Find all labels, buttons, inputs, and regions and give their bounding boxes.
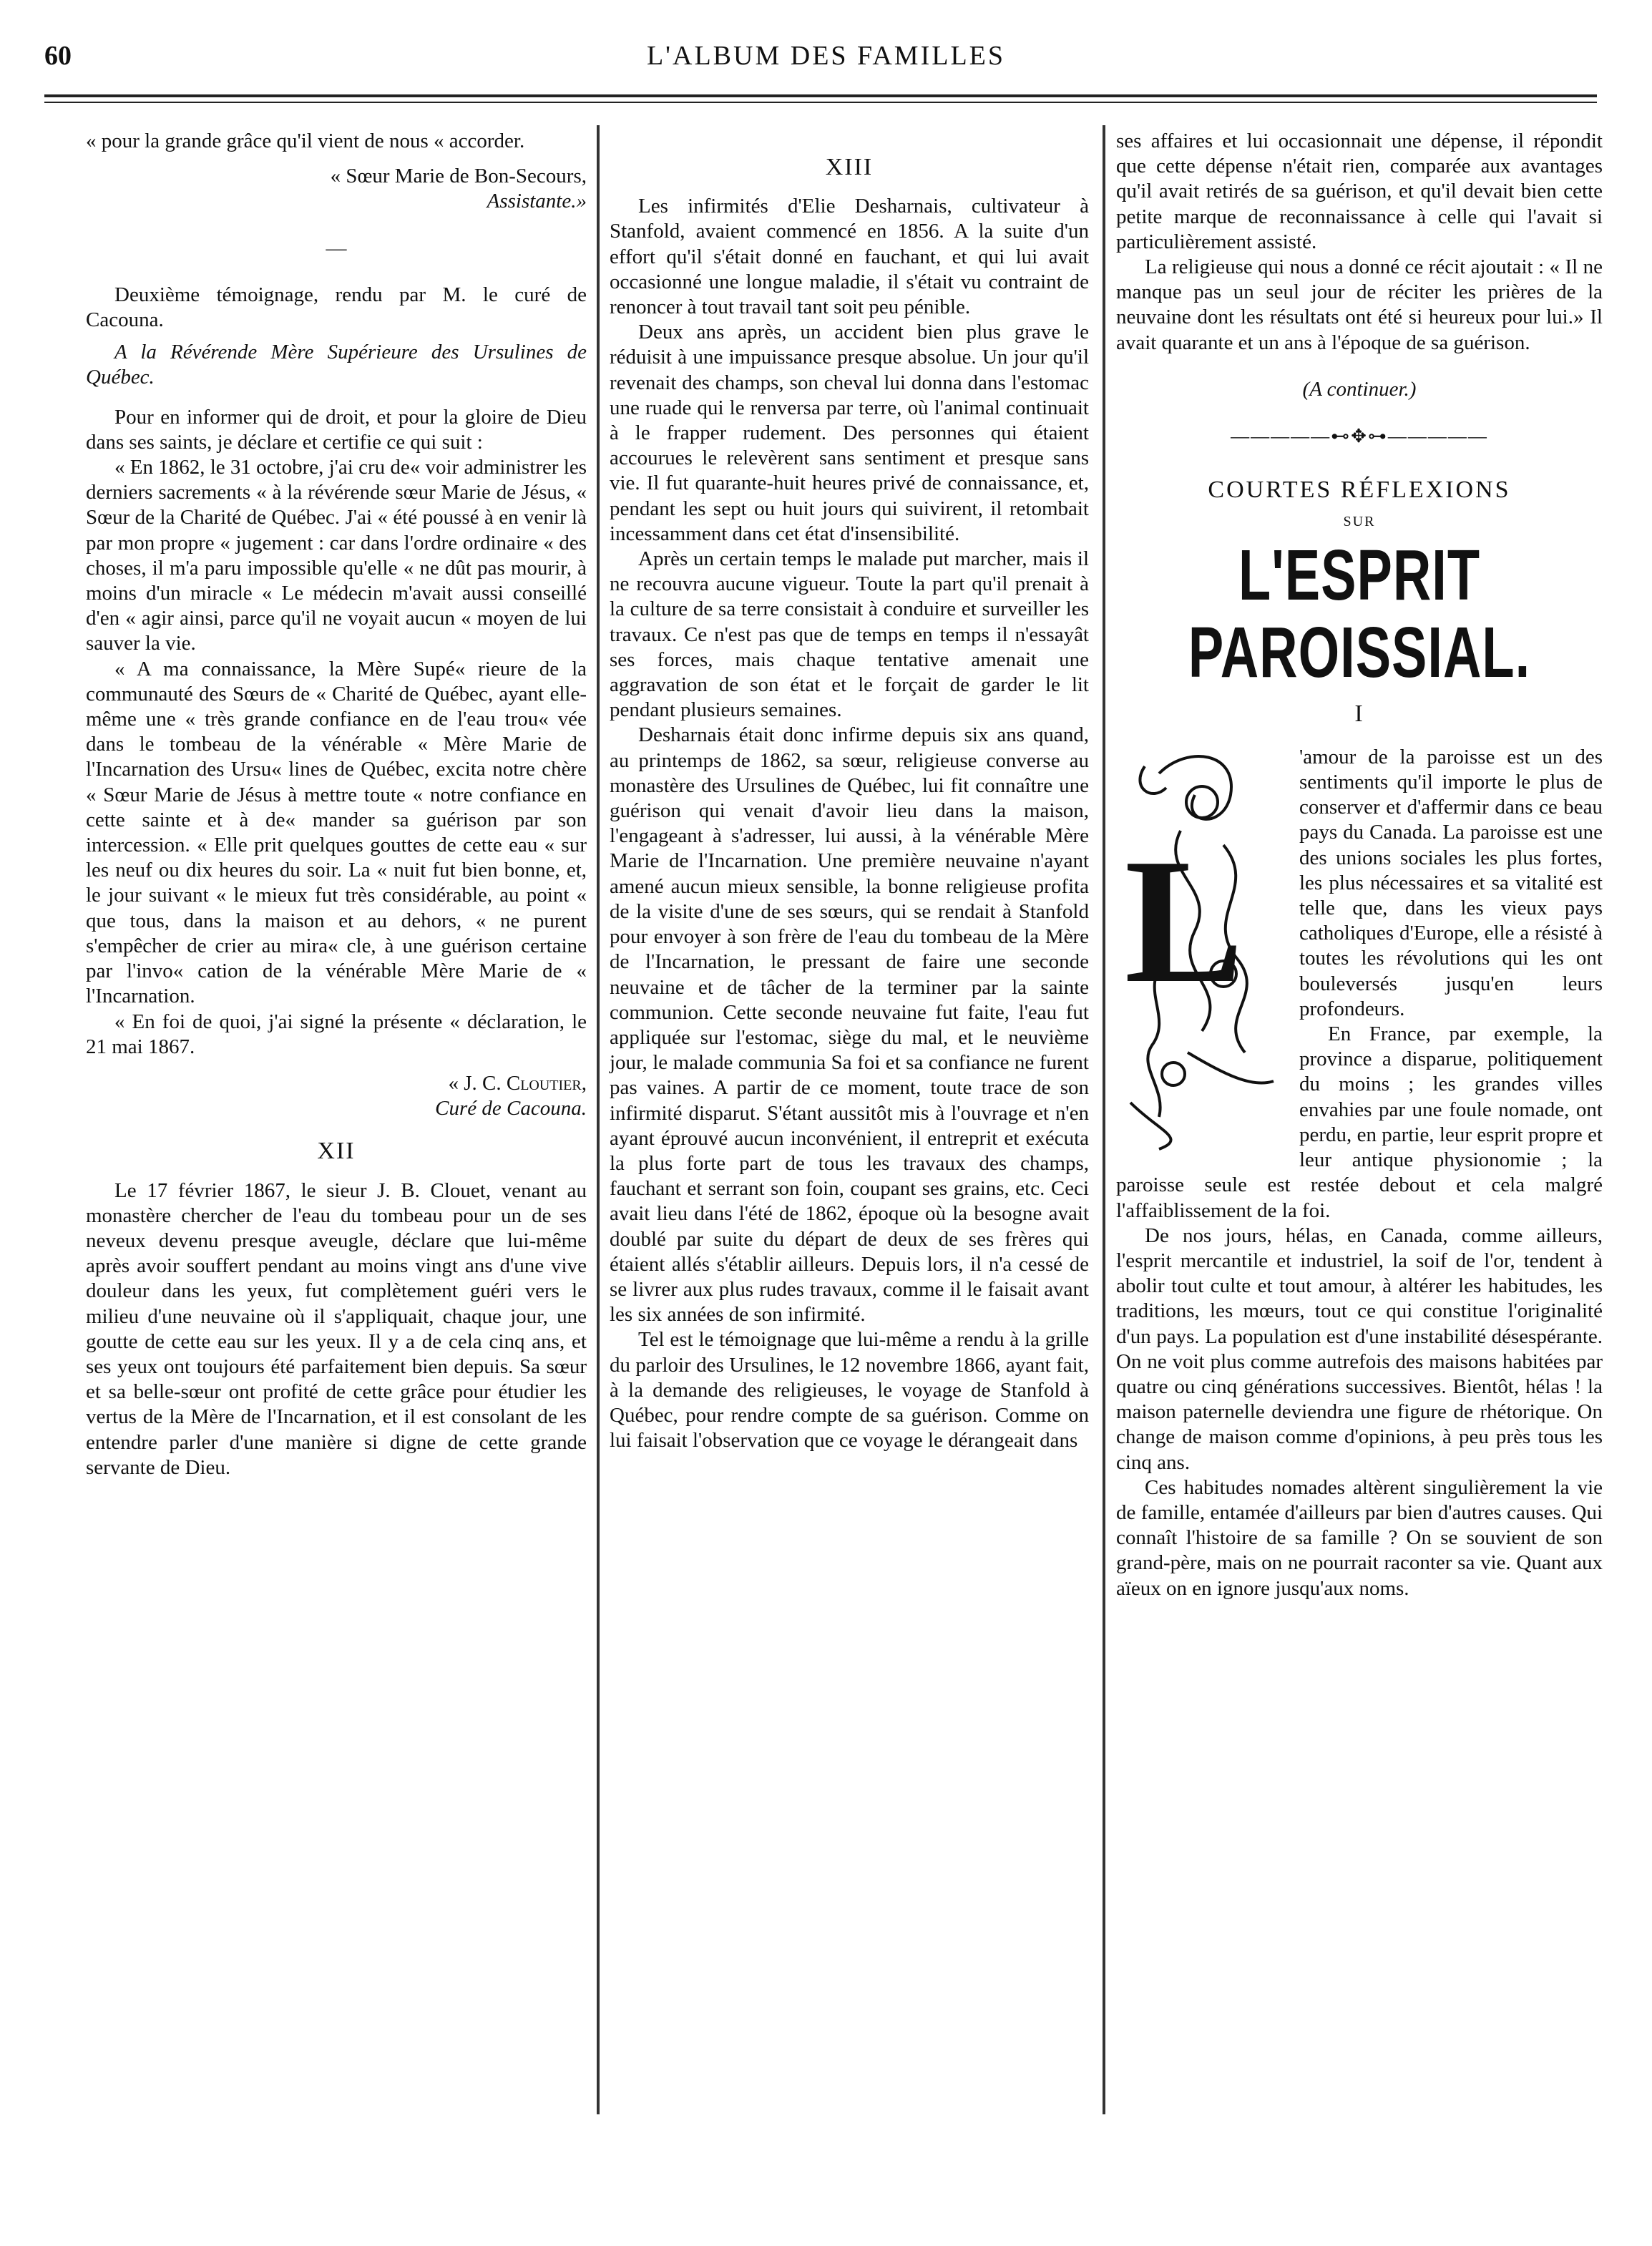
- paragraph: Ces habitudes nomades altèrent singulièrement la vie de famille, entamée d'ailleurs par bien d'autres causes. Qui connaît l'histoire de sa famille ? On se souvient de son grand-père, mais on ne pourrait raconter sa vie. Quant aux aïeux on en ignore jusqu'aux noms.: [1116, 1475, 1603, 1600]
- article-subheading: SUR: [1343, 514, 1376, 530]
- paragraph: De nos jours, hélas, en Canada, comme ailleurs, l'esprit mercantile et industriel, la soif de l'or, tendent à abolir tout culte et tout amour, à altérer les habitudes, les traditions, les mœurs, tout ce qui constitue l'originalité d'un pays. La population est d'une instabilité désespérante. On ne voit plus comme autrefois des maisons habitées par quatre ou cinq générations successives. Bientôt, hélas ! la maison paternelle deviendra une figure de rhétorique. On change de maison comme d'opinions, à peu près tous les cinq ans.: [1116, 1224, 1603, 1474]
- paragraph: Le 17 février 1867, le sieur J. B. Clouet, venant au monastère chercher de l'eau du tombeau pour un de ses neveux devenu presque aveugle, déclare que lui-même après avoir souffert pendant au moins vingt ans d'une vive douleur dans les yeux, fut complètement guéri vers le milieu d'une neuvaine où il s'appliquait, chaque jour, une goutte de cette eau sur les yeux. Il y a de cela cinq ans, et ses yeux ont toujours été parfaitement bien depuis. Sa sœur et sa belle-sœur ont profité de cette grâce pour étudier les vertus de la Mère de l'Incarnation, et il est consolant de les entendre parler d'une manière si digne de cette grande servante de Dieu.: [86, 1178, 587, 1479]
- paragraph: La religieuse qui nous a donné ce récit ajoutait : « Il ne manque pas un seul jour de réciter les prières de la neuvaine dont les résultats ont été si heureux pour lui.» Il avait quarante et un ans à l'époque de sa guérison.: [1116, 255, 1603, 354]
- paragraph: 'amour de la paroisse est un des sentiments qu'il importe le plus de conserver et d'affermir dans ce beau pays du Canada. La paroisse est une des unions sociales les plus fortes, les plus nécessaires et sa vitalité est telle que, dans les vieux pays catholiques d'Europe, elle a résisté à toutes les révolutions qui les ont bouleversés jusqu'en leurs profondeurs.: [1299, 745, 1603, 1020]
- page-number: 60: [44, 41, 72, 71]
- address-line: A la Révérende Mère Supérieure des Ursulines de Québec.: [86, 341, 587, 389]
- section-number: I: [1354, 700, 1364, 727]
- paragraph: « A ma connaissance, la Mère Supé« rieure de la communauté des Sœurs de « Charité de Québec, ayant elle-même une « très grande confiance en de l'eau trou« vée dans le tombeau de la vénérable « Mère Marie de l'Incarnation des Ursu« lines de Québec, excita notre chère « Sœur Marie de Jésus à mettre toute « notre confiance en cette sainte et à de« mander sa guérison par son intercession. « Elle prit quelques gouttes de cette eau « sur les neuf ou dix heures du soir. La « nuit fut bien bonne, et, le jour suivant « le mieux fut très considérable, au point « que tous, dans la maison et au dehors, « ne purent s'empêcher de crier au mira« cle, à une guérison certaine par l'invo« cation de la vénérable Mère Marie de « l'Incarnation.: [86, 657, 587, 1008]
- paragraph: Après un certain temps le malade put marcher, mais il ne recouvra aucune vigueur. Toute la part qu'il prenait à la culture de sa terre consistait à conduire et surveiller les travaux. Ce n'est pas que de temps en temps il n'essayât ses forces, mais chaque tentative amenait une aggravation de son état et le forçait de garder le lit pendant plusieurs semaines.: [610, 547, 1089, 722]
- paragraph: En France, par exemple, la province a disparue, politiquement du moins ; les grandes villes envahies par une foule nomade, ont perdu, en partie, leur esprit propre et leur antique physionomie ; la paroisse seule est restée debout et cela malgré l'affaiblissement de la foi.: [1116, 1022, 1603, 1222]
- article-heading: COURTES RÉFLEXIONS: [1208, 477, 1511, 504]
- paragraph: « En foi de quoi, j'ai signé la présente « déclaration, le 21 mai 1867.: [86, 1010, 587, 1058]
- column-right: [1116, 129, 1603, 1601]
- paragraph: « pour la grande grâce qu'il vient de nous « accorder.: [86, 130, 525, 152]
- column-left: [86, 129, 587, 1480]
- paragraph: Pour en informer qui de droit, et pour la gloire de Dieu dans ses saints, je déclare et certifie ce qui suit :: [86, 405, 587, 454]
- header-rule: [44, 94, 1597, 97]
- page-header: [0, 34, 1652, 84]
- column-divider: [597, 125, 600, 2114]
- paragraph: Deuxième témoignage, rendu par M. le curé de Cacouna.: [86, 283, 587, 332]
- dropcap-letter: L: [1124, 821, 1244, 1020]
- signature-name: « J. C. Cloutier,: [448, 1071, 587, 1095]
- section-number: XII: [317, 1138, 356, 1165]
- section-number: XIII: [825, 154, 874, 180]
- paragraph: Desharnais était donc infirme depuis six ans quand, au printemps de 1862, sa sœur, religieuse converse au monastère des Ursulines de Québec, lui fit connaître une guérison qui venait d'avoir lieu dans la maison, l'engageant à s'adresser, lui aussi, à la vénérable Mère Marie de l'Incarnation. Une première neuvaine n'ayant amené aucun mieux sensible, la bonne religieuse profita de la visite d'une de ses sœurs, qui se rendait à Stanfold pour envoyer à son frère de l'eau du tombeau de la Mère de l'Incarnation, le pressant de faire une seconde neuvaine et de tâcher de la terminer par la sainte communion. Cette seconde neuvaine fut faite, l'eau fut appliquée sur l'estomac, siège du mal, et le neuvième jour, le malade communia Sa foi et sa confiance ne furent pas vaines. A partir de ce moment, toute trace de son infirmité disparut. S'étant aussitôt mis à l'ouvrage et n'en ayant éprouvé aucun inconvénient, il entreprit et exécuta la plus forte part de tous les travaux des champs, fauchant et serrant son foin, coupant ses grains, etc. Ceci avait lieu dans l'été de 1862, époque où la besogne avait doublé par suite du départ de deux de ses frères qui étaient allés s'établir ailleurs. Depuis lors, il n'a cessé de se livrer aux plus rudes travaux, comme il le faisait avant les six années de son infirmité.: [610, 723, 1089, 1327]
- separator-dash: —: [326, 236, 347, 260]
- paragraph: Les infirmités d'Elie Desharnais, cultivateur à Stanfold, avaient commencé en 1856. A la suite d'un effort qu'il s'était donné en fauchant, et qui lui avait occasionné une longue maladie, il s'était vu contraint de renoncer à tout travail tant soit peu pénible.: [610, 195, 1089, 319]
- signature-title: Assistante.»: [487, 190, 587, 213]
- article-title: L'ESPRIT PAROISSIAL.: [1188, 534, 1531, 692]
- column-middle: [610, 129, 1089, 1453]
- signature-name: « Sœur Marie de Bon-Secours,: [330, 165, 587, 188]
- ornament-divider: —————⊷✥⊶—————: [1231, 426, 1488, 447]
- decorative-initial-icon: [1116, 745, 1288, 1153]
- paragraph: Deux ans après, un accident bien plus grave le réduisit à une impuissance presque absolue. Un jour qu'il revenait des champs, son cheval lui donna dans l'estomac une ruade qui le renversa par terre, où l'animal continuait à le frapper rudement. Des personnes qui étaient accourues le relevèrent sans sentiment et presque sans vie. Il fut quarante-huit heures privé de connaissance, et, pendant les sept ou huit jours qui suivirent, il retombait incessamment dans cet état d'insensibilité.: [610, 321, 1089, 545]
- to-be-continued: (A continuer.): [1302, 377, 1417, 401]
- header-rule-thin: [44, 102, 1597, 103]
- column-divider: [1103, 125, 1105, 2114]
- article-body: [1116, 745, 1603, 1601]
- signature-title: Curé de Cacouna.: [435, 1097, 587, 1120]
- paragraph: « En 1862, le 31 octobre, j'ai cru de« voir administrer les derniers sacrements « à la révérende sœur Marie de Jésus, « Sœur de la Charité de Québec. J'ai « été poussé à en venir là par mon propre « jugement : car dans l'ordre ordinaire « des choses, il m'a paru impossible qu'elle « ne dût pas mourir, à moins d'un miracle « Le médecin m'avait aussi conseillé d'en « agir ainsi, parce qu'il ne voyait aucun « moyen de lui sauver la vie.: [86, 456, 587, 655]
- paragraph: ses affaires et lui occasionnait une dépense, il répondit que cette dépense n'était rien, comparée aux avantages qu'il avait retirés de sa guérison, et qu'il devait bien cette petite marque de reconnaissance à celle qui l'avait si particulièrement assisté.: [1116, 130, 1603, 253]
- paragraph: Tel est le témoignage que lui-même a rendu à la grille du parloir des Ursulines, le 12 novembre 1866, ayant fait, à la demande des religieuses, le voyage de Stanfold à Québec, pour rendre compte de sa guérison. Comme on lui faisait l'observation que ce voyage le dérangeait dans: [610, 1328, 1089, 1452]
- running-title: L'ALBUM DES FAMILLES: [646, 41, 1006, 71]
